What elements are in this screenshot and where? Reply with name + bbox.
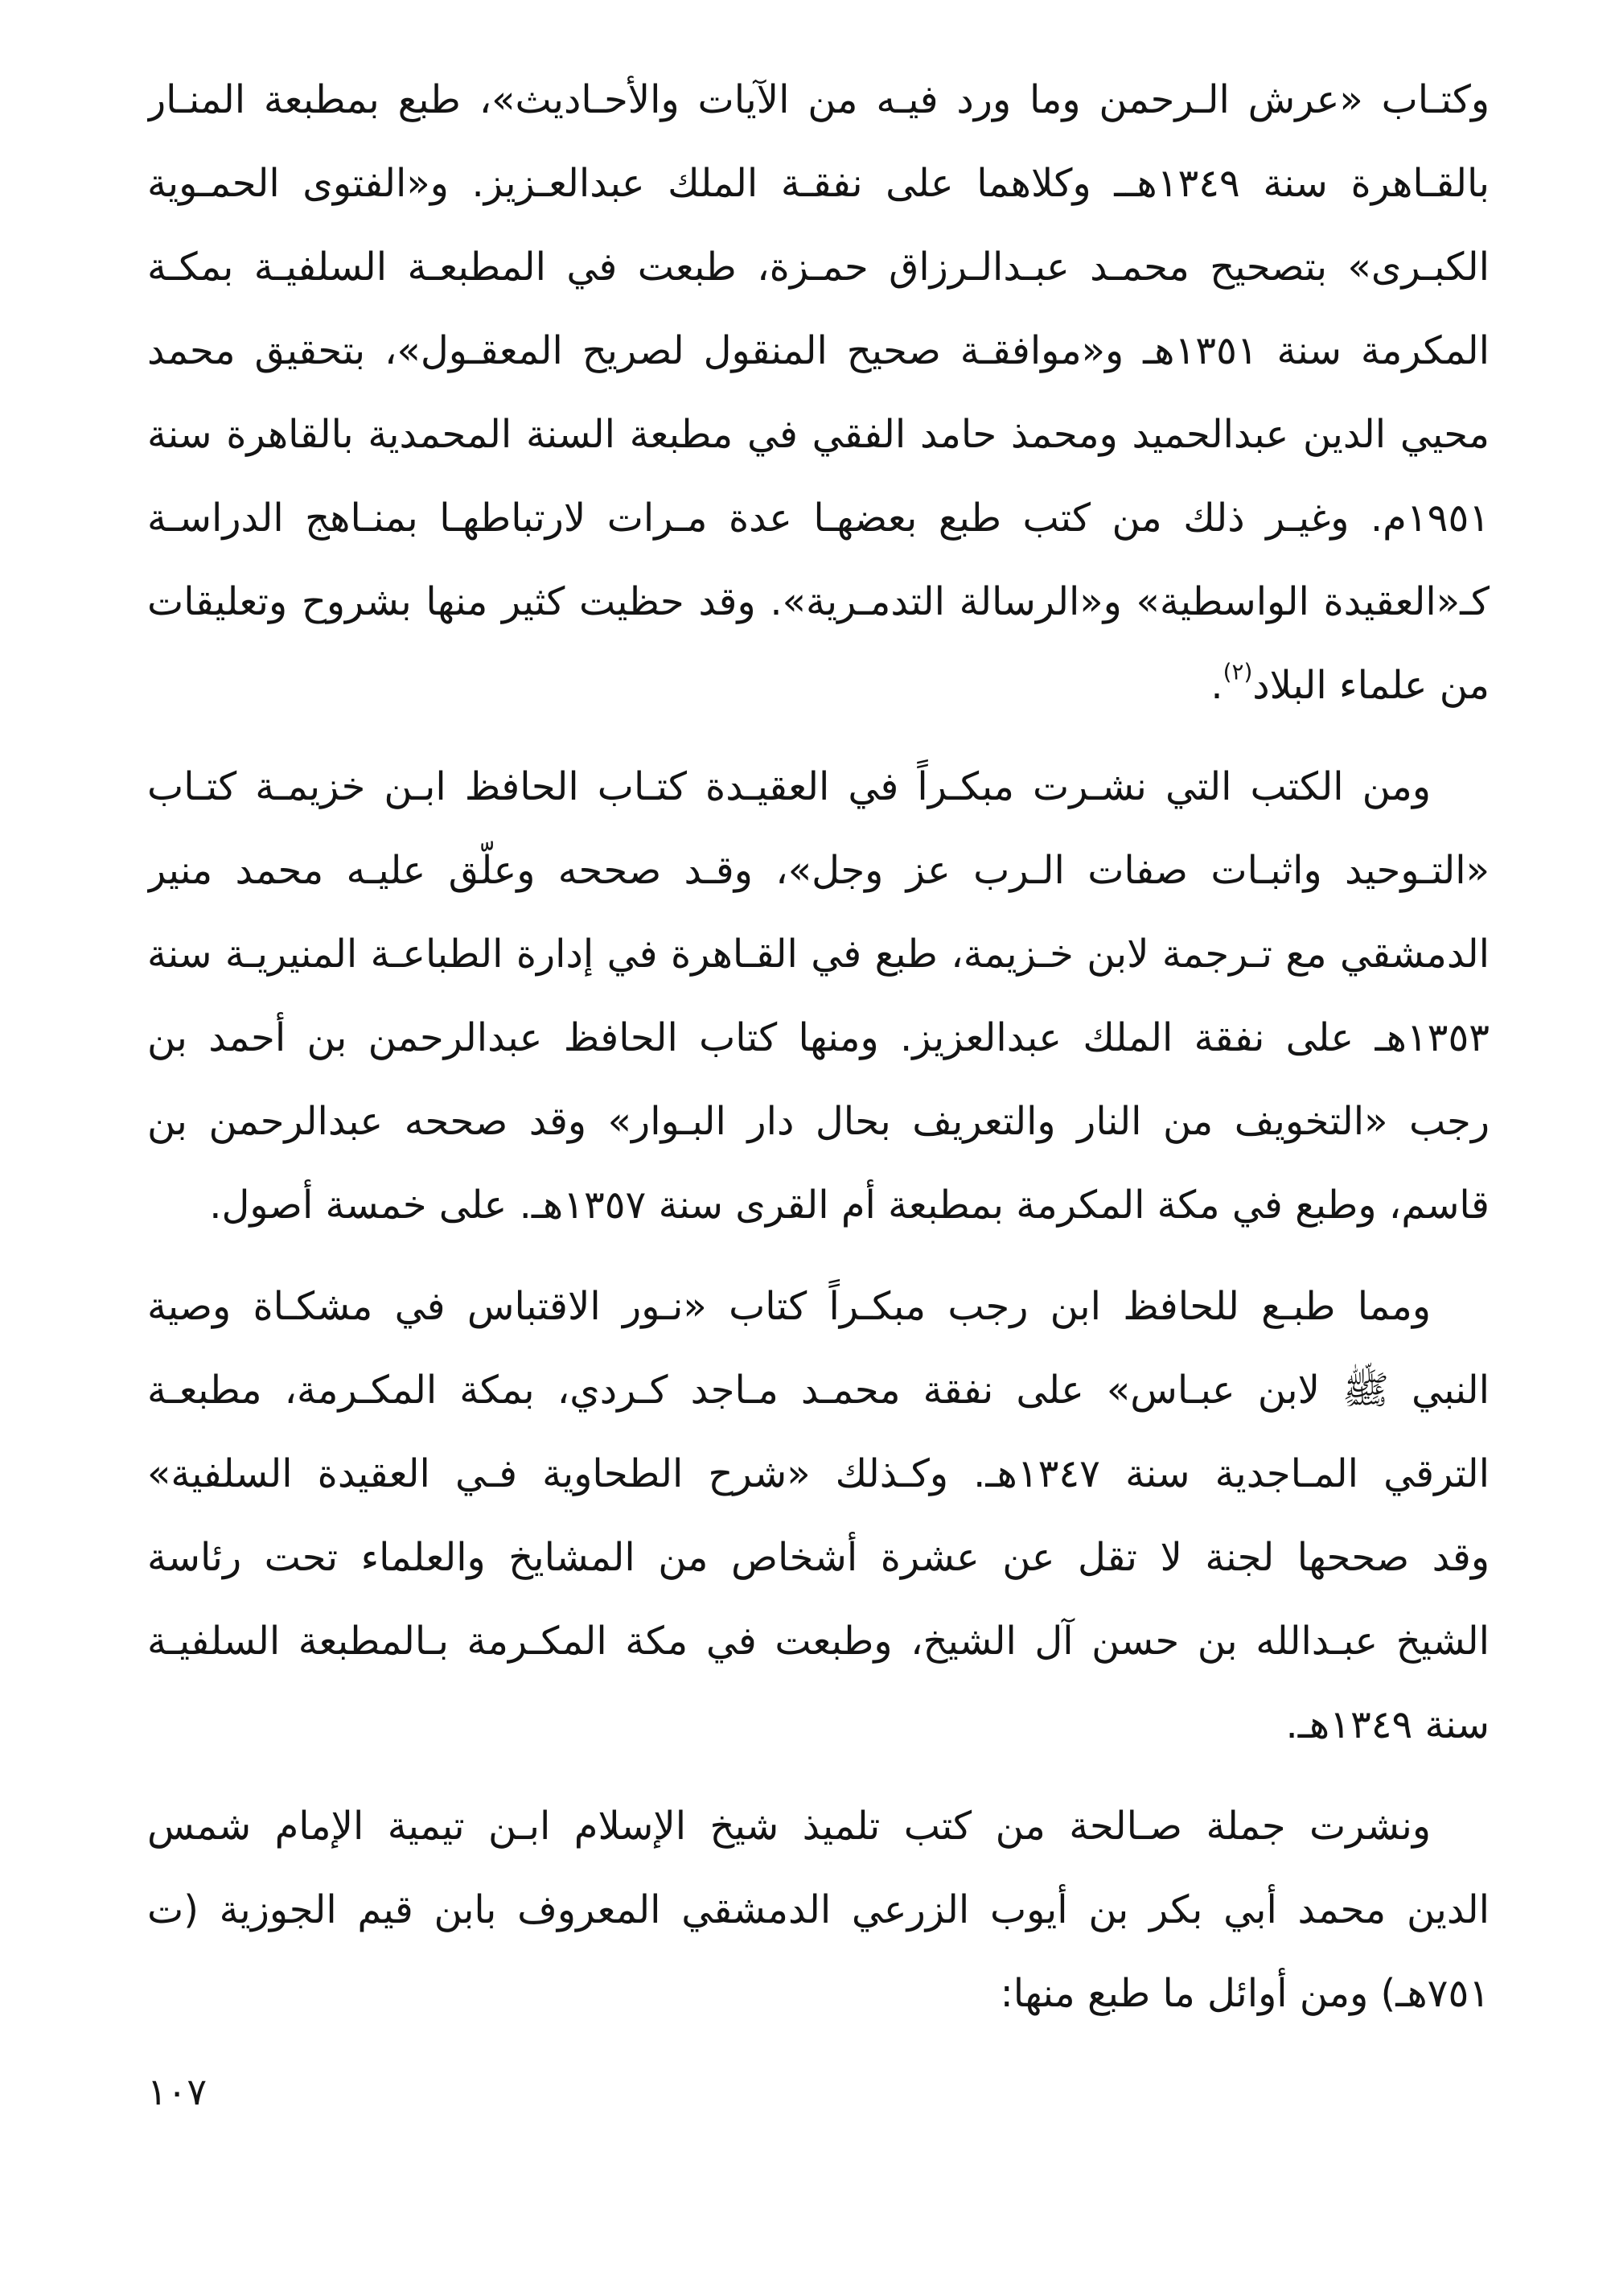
paragraph [147, 58, 1490, 727]
text-line: ومما طبـع للحافظ ابن رجب مبكـراً كتاب «نـور الاقتباس في مشكـاة وصية [147, 1284, 1431, 1329]
text-line: ١٣٥٣هـ على نفقة الملك عبدالعزيز. ومنها كتاب الحافظ عبدالرحمن بن أحمد بن [147, 1015, 1490, 1060]
text-line: قاسم، وطبع في مكة المكرمة بمطبعة أم القرى سنة ١٣٥٧هـ. على خمسة أصول. [209, 1183, 1490, 1228]
text-line: ٧٥١هـ) ومن أوائل ما طبع منها: [1000, 1971, 1490, 2016]
text-line: الدين محمد أبي بكر بن أيوب الزرعي الدمشقي المعروف بابن قيم الجوزية (ت [147, 1887, 1490, 1932]
text-line: الكبـرى» بتصحيح محمـد عبـدالـرزاق حمـزة، طبعت في المطبعـة السلفيـة بمكـة [147, 245, 1490, 290]
text-line: سنة ١٣٤٩هـ. [1285, 1702, 1490, 1747]
text-line: الدمشقي مع تـرجمة لابن خـزيمة، طبع في القـاهرة في إدارة الطباعـة المنيريـة سنة [147, 932, 1490, 977]
text-line: الترقي المـاجدية سنة ١٣٤٧هـ. وكـذلك «شرح الطحاوية فـي العقيدة السلفية» [147, 1451, 1490, 1496]
footnote-reference: (٢) [1223, 658, 1253, 685]
paragraph [147, 745, 1490, 1247]
text-line: وقد صححها لجنة لا تقل عن عشرة أشخاص من المشايخ والعلماء تحت رئاسة [147, 1535, 1490, 1580]
text-line: وكتـاب «عرش الـرحمن وما ورد فيـه من الآيات والأحـاديث»، طبع بمطبعة المنـار [147, 77, 1490, 122]
page-number: ١٠٧ [147, 2070, 208, 2113]
paragraph [147, 1265, 1490, 1767]
paragraph [147, 1784, 1490, 2035]
text-line: رجب «التخويف من النار والتعريف بحال دار البـوار» وقد صححه عبدالرحمن بن [147, 1099, 1490, 1144]
text-line: محيي الدين عبدالحميد ومحمذ حامد الفقي في مطبعة السنة المحمدية بالقاهرة سنة [147, 412, 1490, 457]
text-fragment: من علماء البلاد [1252, 663, 1490, 708]
text-line: ١٩٥١م. وغيـر ذلك من كتب طبع بعضهـا عدة مـرات لارتباطهـا بمنـاهج الدراسـة [147, 496, 1490, 541]
body-text [147, 58, 1490, 2035]
text-line: ومن الكتب التي نشـرت مبكـراً في العقيـدة كتـاب الحافظ ابـن خزيمـة كتـاب [147, 764, 1431, 809]
text-line: الشيخ عبـدالله بن حسن آل الشيخ، وطبعت في مكة المكـرمة بـالمطبعة السلفيـة [147, 1619, 1490, 1664]
text-line: النبي ﷺ لابن عبـاس» على نفقة محمـد مـاجد كـردي، بمكة المكـرمة، مطبعـة [147, 1368, 1490, 1413]
text-line [147, 644, 1490, 727]
text-line: المكرمة سنة ١٣٥١هـ و«موافقـة صحيح المنقول لصريح المعقـول»، بتحقيق محمد [147, 328, 1490, 373]
text-line: «التـوحيد واثبـات صفات الـرب عز وجل»، وقـد صححه وعلّق عليـه محمد منير [147, 848, 1490, 893]
text-line: كـ«العقيدة الواسطية» و«الرسالة التدمـرية». وقد حظيت كثير منها بشروح وتعليقات [147, 579, 1490, 624]
text-line: بالقـاهرة سنة ١٣٤٩هــ وكلاهما على نفقـة الملك عبدالعـزيز. و«الفتوى الحمـوية [147, 161, 1490, 206]
text-fragment: . [1210, 663, 1223, 708]
text-line: ونشرت جملة صـالحة من كتب تلميذ شيخ الإسلام ابـن تيمية الإمام شمس [147, 1804, 1431, 1849]
